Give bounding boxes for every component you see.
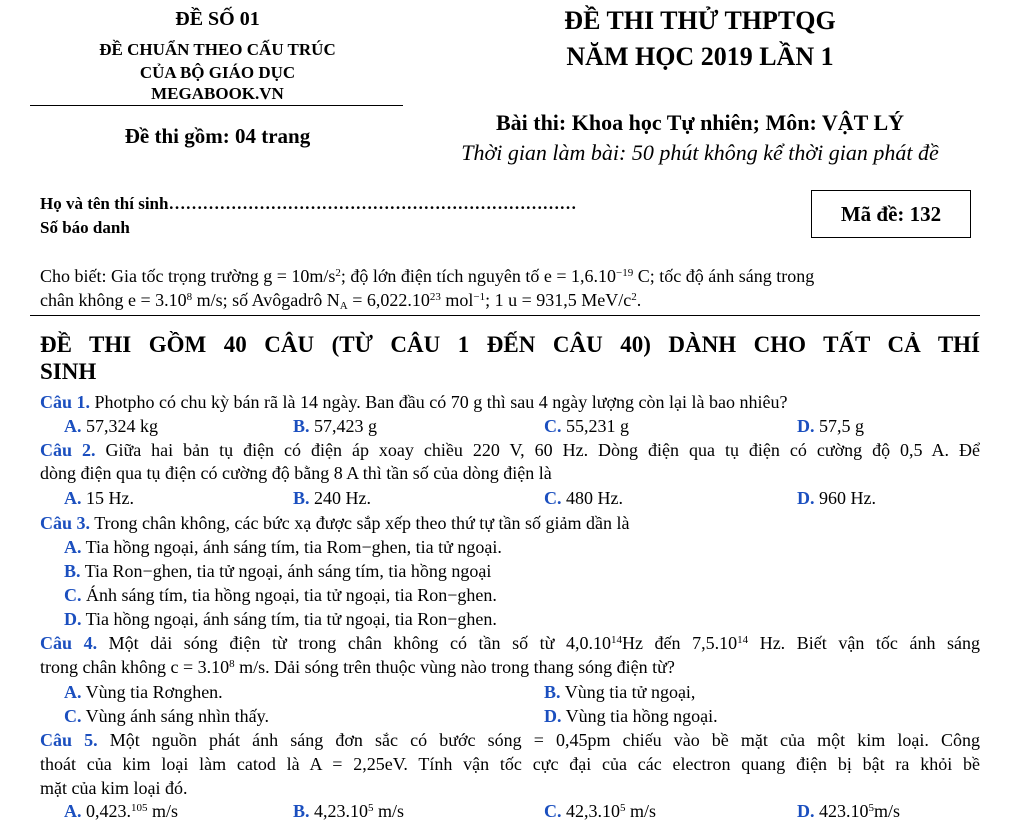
- q5-option-a[interactable]: A. 0,423.$^{105}$ m/s: [64, 801, 179, 821]
- q5-option-d[interactable]: D. 423.10$^5$m/s: [797, 801, 901, 821]
- q5-option-c[interactable]: C. 42,3.10$^5$ m/s: [544, 801, 657, 821]
- exam-title-line-1: ĐỀ THI THỬ THPTQG: [564, 6, 836, 35]
- publisher: MEGABOOK.VN: [151, 84, 284, 103]
- question-number: Câu 5.: [40, 730, 98, 750]
- q2-option-c[interactable]: C. 480 Hz.: [544, 488, 623, 508]
- standard-line-2: CỦA BỘ GIÁO DỤC: [139, 63, 296, 82]
- header-divider: [30, 105, 403, 106]
- exam-code: Mã đề: 132: [840, 201, 942, 226]
- q3-option-a[interactable]: A. Tia hồng ngoại, ánh sáng tím, tia Rom−ghen, tia tử ngoại.: [64, 537, 502, 557]
- subject-line: Bài thi: Khoa học Tự nhiên; Môn: VẬT LÝ: [495, 110, 905, 135]
- question-4-continued: trong chân không $c = 3.10^8$ m/s. Dải sóng trên thuộc vùng nào trong thang sóng điện từ?: [40, 657, 675, 677]
- candidate-id-label: Số báo danh: [40, 218, 130, 237]
- q3-option-b[interactable]: B. Tia Ron−ghen, tia tử ngoại, ánh sáng tím, tia hồng ngoại: [64, 561, 492, 581]
- question-number: Câu 3.: [40, 513, 91, 533]
- q2-option-a[interactable]: A. 15 Hz.: [64, 488, 134, 508]
- question-5-continued: thoát của kim loại làm catod là A = 2,25eV. Tính vận tốc cực đại của các electron quang điện bị bật ra khỏi bề: [40, 754, 980, 774]
- q3-option-c[interactable]: C. Ánh sáng tím, tia hồng ngoại, tia tử ngoại, tia Ron−ghen.: [64, 585, 497, 605]
- q2-option-d[interactable]: D. 960 Hz.: [797, 488, 876, 508]
- q3-option-d[interactable]: D. Tia hồng ngoại, ánh sáng tím, tia tử ngoại, tia Ron−ghen.: [64, 609, 497, 629]
- question-1: Câu 1. Photpho có chu kỳ bán rã là 14 ngày. Ban đầu có 70 g thì sau 4 ngày lượng còn lại là bao nhiêu?: [40, 392, 788, 412]
- candidate-name-label: Họ và tên thí sinh………………………………………………………………: [40, 194, 577, 213]
- q2-option-b[interactable]: B. 240 Hz.: [293, 488, 372, 508]
- exam-number: ĐỀ SỐ 01: [175, 8, 260, 30]
- given-divider: [30, 315, 980, 316]
- q1-option-b[interactable]: B. 57,423 g: [293, 416, 378, 436]
- exam-title-line-2: NĂM HỌC 2019 LẦN 1: [566, 42, 834, 71]
- question-number: Câu 2.: [40, 440, 96, 460]
- q4-option-c[interactable]: C. Vùng ánh sáng nhìn thấy.: [64, 706, 269, 726]
- given-line-1: Cho biết: Gia tốc trọng trường $g = 10m/s^2$; độ lớn điện tích nguyên tố $e = 1,6.10^{-19}$ C; tốc độ ánh sáng trong: [40, 266, 815, 286]
- time-line: Thời gian làm bài: 50 phút không kể thời gian phát đề: [461, 140, 939, 165]
- question-2: Câu 2. Giữa hai bản tụ điện có điện áp xoay chiều 220 V, 60 Hz. Dòng điện qua tụ điện có cường độ 0,5 A. Để: [40, 440, 980, 460]
- question-number: Câu 4.: [40, 633, 98, 653]
- q5-option-b[interactable]: B. 4,23.10$^5$ m/s: [293, 801, 405, 821]
- question-number: Câu 1.: [40, 392, 91, 412]
- section-title: ĐỀ THI GỒM 40 CÂU (TỪ CÂU 1 ĐẾN CÂU 40) DÀNH CHO TẤT CẢ THÍ: [40, 332, 980, 357]
- exam-code-box: [811, 190, 971, 238]
- question-4: Câu 4. Một dải sóng điện từ trong chân không có tần số từ 4,0.10$^{14}$Hz đến 7,5.10$^{14}$ Hz. Biết vận tốc ánh sáng: [40, 633, 981, 653]
- standard-line-1: ĐỀ CHUẨN THEO CẤU TRÚC: [99, 40, 336, 59]
- question-5-continued-2: mặt của kim loại đó.: [40, 778, 188, 798]
- q1-option-a[interactable]: A. 57,324 kg: [64, 416, 158, 436]
- page-count: Đề thi gồm: 04 trang: [124, 124, 311, 148]
- question-5: Câu 5. Một nguồn phát ánh sáng đơn sắc có bước sóng = 0,45pm chiếu vào bề mặt của một kim loại. Công: [40, 730, 980, 750]
- q4-option-a[interactable]: A. Vùng tia Rơnghen.: [64, 682, 223, 702]
- section-title-continued: SINH: [40, 359, 97, 384]
- q1-option-d[interactable]: D. 57,5 g: [797, 416, 864, 436]
- standard-note: [30, 38, 405, 84]
- question-2-continued: dòng điện qua tụ điện có cường độ bằng 8 A thì tần số của dòng điện là: [40, 463, 552, 483]
- q4-option-d[interactable]: D. Vùng tia hồng ngoại.: [544, 706, 718, 726]
- question-3: Câu 3. Trong chân không, các bức xạ được sắp xếp theo thứ tự tần số giảm dần là: [40, 513, 630, 533]
- q4-option-b[interactable]: B. Vùng tia tử ngoại,: [544, 682, 696, 702]
- q1-option-c[interactable]: C. 55,231 g: [544, 416, 629, 436]
- given-line-2: chân không $e = 3.10^8$ m/s; số Avôgadrô $N_A = 6,022.10^{23}$ mol$^{-1}$; 1 u = 931,5 MeV/$c^2$.: [40, 290, 642, 312]
